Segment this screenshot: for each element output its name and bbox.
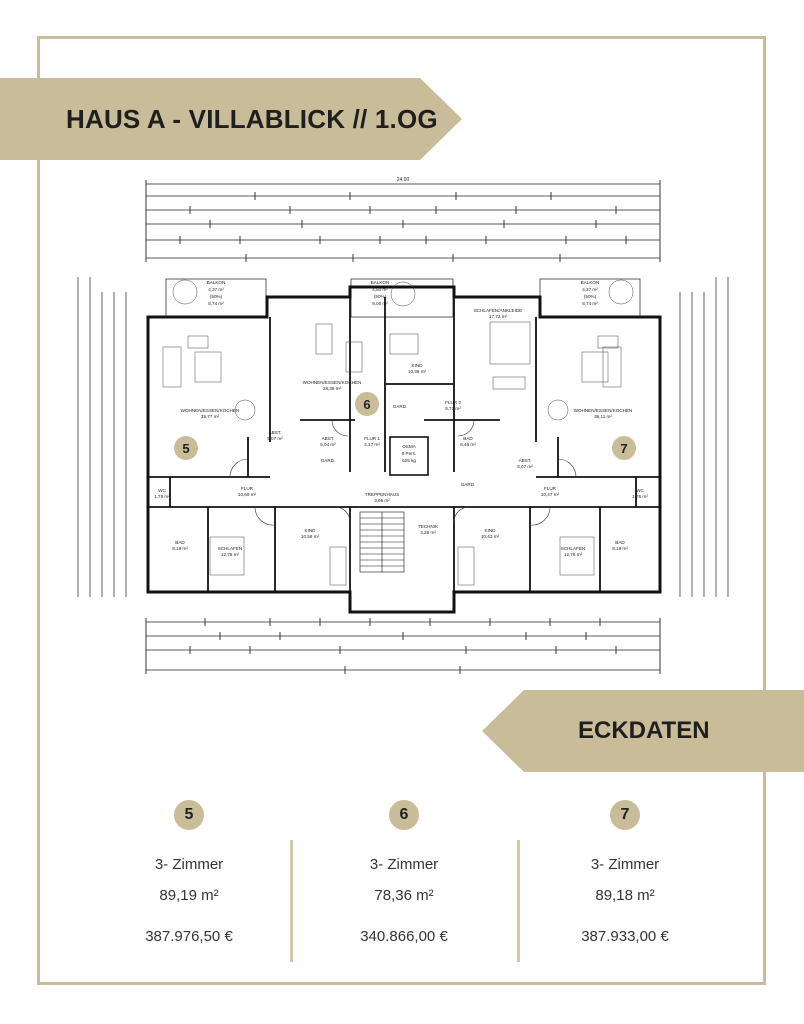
svg-text:5,07 m²: 5,07 m² — [267, 436, 283, 441]
svg-text:WC: WC — [158, 488, 166, 493]
svg-text:SCHLAFEN: SCHLAFEN — [217, 546, 243, 551]
svg-text:FLUR 1: FLUR 1 — [364, 436, 380, 441]
svg-text:KIND: KIND — [304, 528, 316, 533]
svg-text:FLUR 2: FLUR 2 — [445, 400, 461, 405]
svg-text:9,00 m²: 9,00 m² — [372, 301, 388, 306]
svg-text:GARD.: GARD. — [460, 482, 476, 487]
svg-text:TECHNIK: TECHNIK — [417, 524, 439, 529]
svg-text:(50%): (50%) — [373, 294, 387, 299]
svg-text:35,77 m²: 35,77 m² — [200, 414, 220, 419]
svg-text:SCHLAFEN/ANKLEIDE: SCHLAFEN/ANKLEIDE — [473, 308, 523, 313]
svg-text:10,58 m²: 10,58 m² — [300, 534, 320, 539]
svg-text:5: 5 — [182, 441, 190, 456]
unit-rooms: 3- Zimmer — [590, 856, 660, 873]
svg-text:8,18 m²: 8,18 m² — [612, 546, 628, 551]
svg-text:8,74 m²: 8,74 m² — [208, 301, 224, 306]
unit-price: 340.866,00 € — [360, 928, 448, 945]
svg-text:4,37 m²: 4,37 m² — [208, 287, 224, 292]
title-banner — [0, 78, 462, 160]
eckdaten-title: ECKDATEN — [578, 717, 710, 744]
svg-text:BALKON: BALKON — [580, 280, 600, 285]
unit-number-badge: 7 — [610, 800, 640, 830]
unit-area: 89,18 m² — [595, 887, 655, 904]
svg-text:4,50 m²: 4,50 m² — [372, 287, 388, 292]
svg-text:17,72 m²: 17,72 m² — [488, 314, 508, 319]
unit-rooms: 3- Zimmer — [154, 856, 224, 873]
svg-text:1,76 m²: 1,76 m² — [154, 494, 170, 499]
unit-area: 89,19 m² — [159, 887, 219, 904]
svg-text:10,69 m²: 10,69 m² — [237, 492, 257, 497]
svg-text:GARD.: GARD. — [320, 458, 336, 463]
svg-text:ABST.: ABST. — [321, 436, 335, 441]
unit-rooms: 3- Zimmer — [369, 856, 439, 873]
svg-text:6,46 m²: 6,46 m² — [460, 442, 476, 447]
svg-text:TREPPENHAUS: TREPPENHAUS — [364, 492, 400, 497]
unit-card-5 — [76, 800, 302, 945]
svg-text:8,74 m²: 8,74 m² — [582, 301, 598, 306]
unit-price: 387.933,00 € — [581, 928, 669, 945]
svg-text:BAD: BAD — [175, 540, 185, 545]
svg-text:ABST.: ABST. — [268, 430, 282, 435]
svg-text:12,78 m²: 12,78 m² — [220, 552, 240, 557]
svg-text:KIND: KIND — [411, 363, 423, 368]
svg-text:3,28 m²: 3,28 m² — [420, 530, 436, 535]
svg-text:5,72 m²: 5,72 m² — [445, 406, 461, 411]
unit-card-7 — [512, 800, 738, 945]
svg-text:12,78 m²: 12,78 m² — [563, 552, 583, 557]
unit-number-badge: 6 — [389, 800, 419, 830]
svg-text:(50%): (50%) — [209, 294, 223, 299]
svg-text:WOHNEN/ESSEN/KOCHEN: WOHNEN/ESSEN/KOCHEN — [302, 380, 362, 385]
svg-text:3,95 m²: 3,95 m² — [374, 498, 390, 503]
svg-text:10,43 m²: 10,43 m² — [480, 534, 500, 539]
svg-text:6: 6 — [363, 397, 371, 412]
unit-card-6 — [291, 800, 517, 945]
svg-text:BAD: BAD — [463, 436, 473, 441]
overall-width-label: 24,00 — [396, 177, 410, 183]
svg-text:5,07 m²: 5,07 m² — [517, 464, 533, 469]
svg-text:BALKON: BALKON — [206, 280, 226, 285]
svg-text:8,18 m²: 8,18 m² — [172, 546, 188, 551]
svg-text:(50%): (50%) — [583, 294, 597, 299]
furniture — [163, 280, 633, 585]
unit-number-badge: 5 — [174, 800, 204, 830]
dimension-lines — [78, 180, 728, 674]
eckdaten-banner — [482, 690, 804, 772]
svg-text:7: 7 — [620, 441, 628, 456]
floor-plan — [70, 172, 734, 680]
svg-text:KIND: KIND — [484, 528, 496, 533]
svg-text:FLUR: FLUR — [544, 486, 556, 491]
svg-text:2,17 m²: 2,17 m² — [364, 442, 380, 447]
svg-text:FLUR: FLUR — [241, 486, 253, 491]
svg-text:GARD.: GARD. — [392, 404, 408, 409]
svg-text:4,37 m²: 4,37 m² — [582, 287, 598, 292]
svg-text:8 Pers.: 8 Pers. — [401, 451, 417, 456]
page-title: HAUS A - VILLABLICK // 1.OG — [66, 104, 438, 134]
svg-text:5,04 m²: 5,04 m² — [320, 442, 336, 447]
svg-text:ABST.: ABST. — [518, 458, 532, 463]
room-labels — [154, 280, 648, 557]
svg-text:SCHLAFEN: SCHLAFEN — [560, 546, 586, 551]
svg-text:36,11 m²: 36,11 m² — [594, 414, 612, 419]
svg-text:1,76 m²: 1,76 m² — [632, 494, 648, 499]
svg-text:10,38 m²: 10,38 m² — [407, 369, 427, 374]
apartment-markers — [174, 392, 636, 460]
svg-text:WC: WC — [636, 488, 644, 493]
unit-price: 387.976,50 € — [145, 928, 233, 945]
svg-text:OSMA: OSMA — [402, 444, 416, 449]
balconies — [166, 279, 640, 317]
svg-text:BALKON: BALKON — [370, 280, 390, 285]
svg-text:625 kg: 625 kg — [402, 458, 416, 463]
unit-area: 78,36 m² — [374, 887, 434, 904]
svg-text:10,47 m²: 10,47 m² — [540, 492, 560, 497]
svg-text:WOHNEN/ESSEN/KOCHEN: WOHNEN/ESSEN/KOCHEN — [180, 408, 240, 413]
svg-text:28,38 m²: 28,38 m² — [322, 386, 342, 391]
svg-text:BAD: BAD — [615, 540, 625, 545]
walls — [148, 287, 660, 612]
svg-text:WOHNEN/ESSEN/KOCHEN: WOHNEN/ESSEN/KOCHEN — [573, 408, 633, 413]
